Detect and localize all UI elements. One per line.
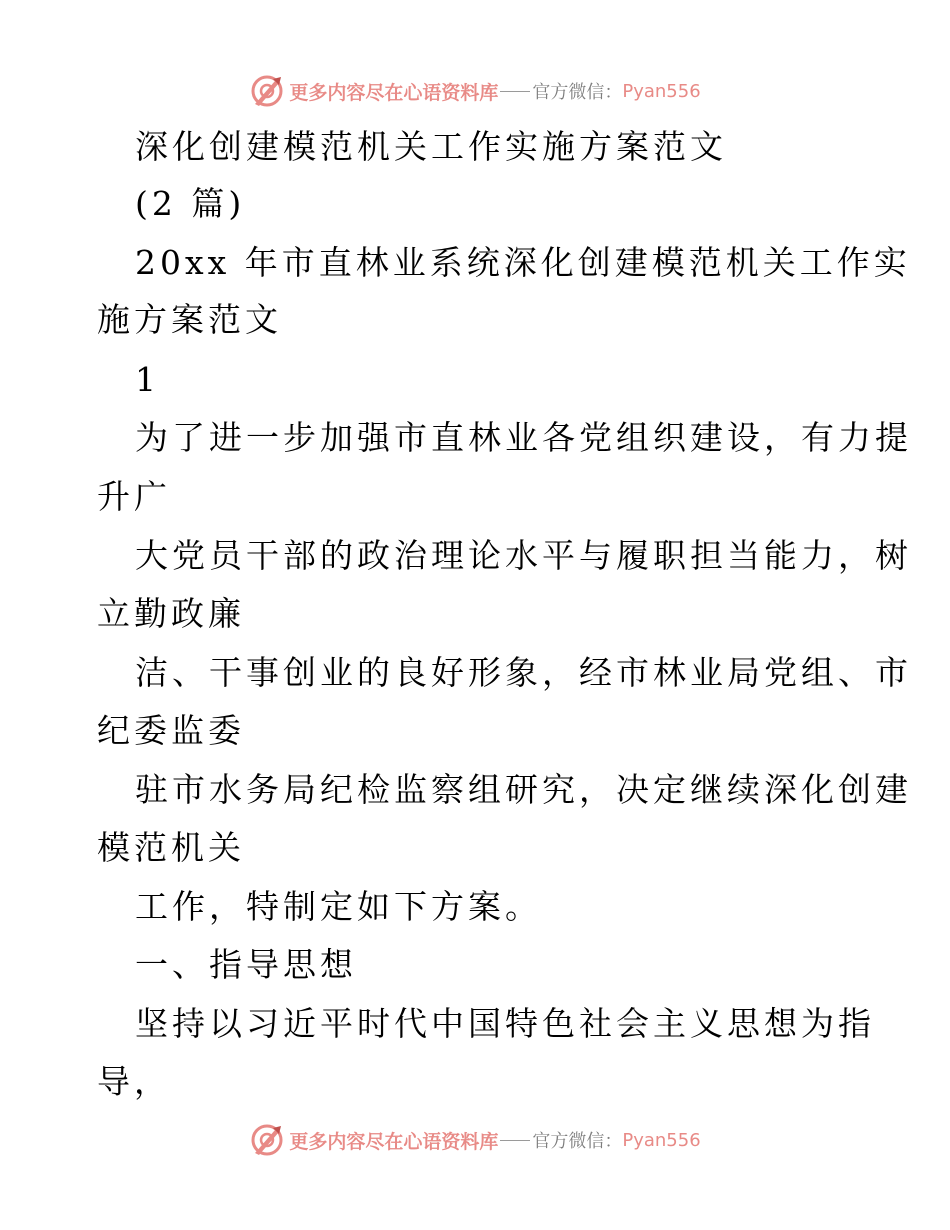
text-line: 洁、干事创业的良好形象，经市林业局党组、市 xyxy=(135,653,912,692)
document-subtitle: (2 篇) xyxy=(135,184,246,223)
text-line: 导， xyxy=(97,1062,171,1101)
watermark-sub-text: 官方微信： xyxy=(532,82,623,103)
text-line: 驻市水务局纪检监察组研究，决定继续深化创建 xyxy=(135,770,912,809)
text-line: 坚持以习近平时代中国特色社会主义思想为指 xyxy=(135,1004,875,1043)
text-line: 工作，特制定如下方案。 xyxy=(135,887,542,926)
document-title: 深化创建模范机关工作实施方案范文 xyxy=(135,127,727,166)
watermark-id-text: Pyan556 xyxy=(622,80,701,102)
watermark-dash xyxy=(500,1140,530,1141)
footer-watermark xyxy=(0,1120,950,1160)
watermark-main-text: 更多内容尽在心语资料库 xyxy=(289,81,499,104)
text-line: 纪委监委 xyxy=(97,711,245,750)
text-line: 施方案范文 xyxy=(97,300,282,339)
text-line: 升广 xyxy=(97,477,171,516)
header-watermark xyxy=(0,71,950,111)
text-line: 为了进一步加强市直林业各党组织建设，有力提 xyxy=(135,418,912,457)
pen-logo-icon xyxy=(249,73,285,109)
text-line: 20xx 年市直林业系统深化创建模范机关工作实 xyxy=(135,243,911,282)
watermark-id-text: Pyan556 xyxy=(622,1129,701,1151)
text-line: 大党员干部的政治理论水平与履职担当能力，树 xyxy=(135,536,912,575)
text-line: 模范机关 xyxy=(97,828,245,867)
pen-logo-icon xyxy=(249,1122,285,1158)
text-line: 1 xyxy=(135,360,160,399)
watermark-main-text: 更多内容尽在心语资料库 xyxy=(289,1130,499,1153)
text-line: 立勤政廉 xyxy=(97,594,245,633)
watermark-dash xyxy=(500,91,530,92)
watermark-sub-text: 官方微信： xyxy=(532,1131,623,1152)
section-heading: 一、指导思想 xyxy=(135,945,357,984)
